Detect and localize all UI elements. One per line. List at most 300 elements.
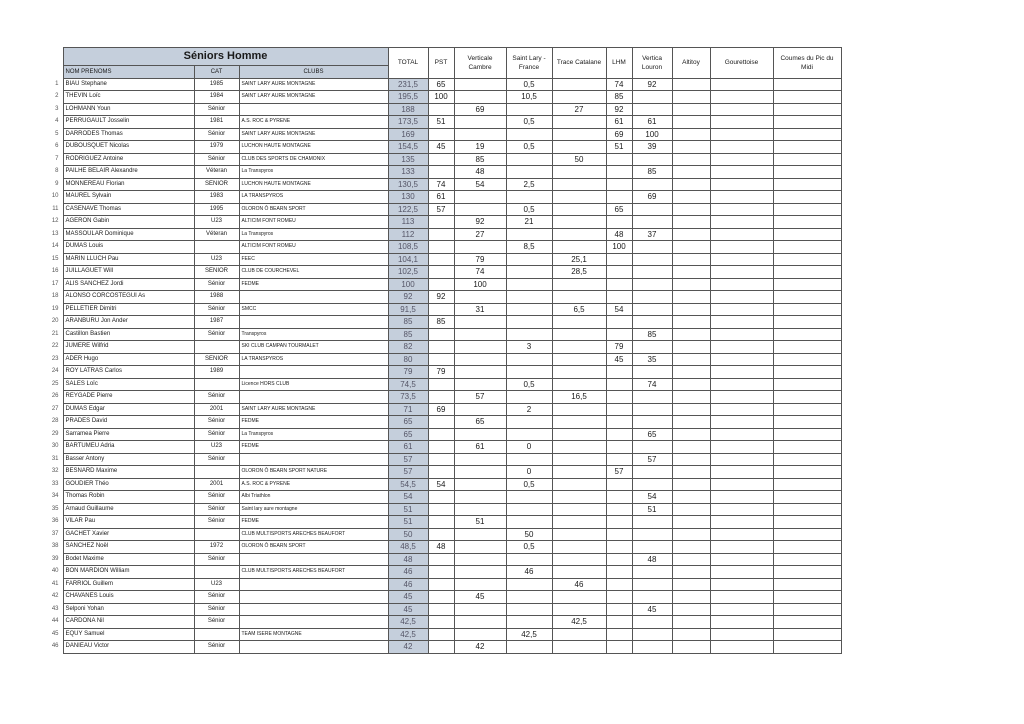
event-points [506, 516, 552, 529]
total-points: 51 [388, 516, 428, 529]
athlete-category: Sénior [194, 641, 239, 654]
row-number: 41 [51, 580, 59, 587]
athlete-club [239, 366, 388, 379]
event-points [632, 478, 672, 491]
event-points [710, 91, 773, 104]
event-points [552, 641, 606, 654]
event-points [710, 141, 773, 154]
event-points [710, 578, 773, 591]
event-points [672, 378, 710, 391]
event-points [773, 428, 841, 441]
event-points [773, 241, 841, 254]
event-points [506, 228, 552, 241]
event-points [428, 228, 454, 241]
event-points [672, 616, 710, 629]
event-points [552, 416, 606, 429]
event-points: 0 [506, 466, 552, 479]
event-points [552, 528, 606, 541]
event-points [773, 328, 841, 341]
athlete-club: SAINT LARY AURE MONTAGNE [239, 78, 388, 91]
event-points: 51 [606, 141, 632, 154]
athlete-category: Sénior [194, 328, 239, 341]
event-points [773, 353, 841, 366]
event-points [428, 528, 454, 541]
row-number: 28 [51, 418, 59, 425]
athlete-name: MARIN LLUCH Pau [63, 253, 194, 266]
event-points [606, 278, 632, 291]
athlete-category [194, 241, 239, 254]
row-number: 42 [51, 593, 59, 600]
event-points [454, 291, 506, 304]
row-number: 13 [51, 230, 59, 237]
event-points [428, 591, 454, 604]
event-points [428, 103, 454, 116]
event-points: 51 [428, 116, 454, 129]
athlete-club: SKI CLUB CAMPAN TOURMALET [239, 341, 388, 354]
table-row [43, 166, 841, 179]
header-event: Coumes du Pic du Midi [773, 48, 841, 79]
event-points [506, 191, 552, 204]
event-points [428, 128, 454, 141]
event-points [710, 353, 773, 366]
event-points: 100 [632, 128, 672, 141]
event-points [773, 628, 841, 641]
table-row [43, 391, 841, 404]
row-number: 46 [51, 643, 59, 650]
ranking-table [43, 47, 842, 654]
event-points [672, 453, 710, 466]
event-points: 0,5 [506, 116, 552, 129]
athlete-category: Sénior [194, 128, 239, 141]
event-points [506, 303, 552, 316]
event-points [672, 603, 710, 616]
event-points: 16,5 [552, 391, 606, 404]
total-points: 108,5 [388, 241, 428, 254]
event-points [428, 266, 454, 279]
event-points [454, 428, 506, 441]
event-points [710, 216, 773, 229]
event-points [773, 616, 841, 629]
total-points: 113 [388, 216, 428, 229]
athlete-club: ALTICIM FONT ROMEU [239, 216, 388, 229]
total-points: 74,5 [388, 378, 428, 391]
event-points: 92 [632, 78, 672, 91]
event-points [710, 466, 773, 479]
athlete-name: Thomas Robin [63, 491, 194, 504]
event-points: 65 [632, 428, 672, 441]
event-points [552, 341, 606, 354]
event-points [606, 153, 632, 166]
row-number: 18 [51, 293, 59, 300]
event-points: 54 [606, 303, 632, 316]
event-points [632, 416, 672, 429]
event-points [606, 328, 632, 341]
event-points [454, 128, 506, 141]
event-points [428, 453, 454, 466]
event-points: 69 [454, 103, 506, 116]
event-points [454, 403, 506, 416]
row-number: 5 [55, 130, 59, 137]
event-points [552, 503, 606, 516]
athlete-club: SAINT LARY AURE MONTAGNE [239, 128, 388, 141]
event-points [552, 441, 606, 454]
athlete-category: 1981 [194, 116, 239, 129]
athlete-name: BON MARDION William [63, 566, 194, 579]
total-points: 57 [388, 466, 428, 479]
athlete-club: LUCHON HAUTE MONTAGNE [239, 178, 388, 191]
event-points: 85 [632, 166, 672, 179]
athlete-club [239, 316, 388, 329]
event-points [710, 378, 773, 391]
athlete-category: Véteran [194, 228, 239, 241]
event-points [552, 291, 606, 304]
event-points [710, 616, 773, 629]
event-points: 74 [428, 178, 454, 191]
event-points [606, 628, 632, 641]
event-points [672, 103, 710, 116]
event-points [428, 241, 454, 254]
header-event: Gourettoise [710, 48, 773, 79]
athlete-category: 1989 [194, 366, 239, 379]
event-points: 48 [454, 166, 506, 179]
event-points [552, 603, 606, 616]
event-points [672, 541, 710, 554]
table-row [43, 328, 841, 341]
event-points [773, 153, 841, 166]
event-points: 46 [506, 566, 552, 579]
athlete-club [239, 453, 388, 466]
event-points: 54 [632, 491, 672, 504]
event-points [606, 416, 632, 429]
athlete-category: Sénior [194, 616, 239, 629]
row-number: 21 [51, 330, 59, 337]
event-points [773, 578, 841, 591]
event-points [454, 341, 506, 354]
event-points: 37 [632, 228, 672, 241]
table-row [43, 541, 841, 554]
event-points [672, 166, 710, 179]
athlete-club: A.S. ROC & PYRENE [239, 116, 388, 129]
event-points [632, 641, 672, 654]
event-points [506, 316, 552, 329]
athlete-club: OLORON Ô BEARN SPORT NATURE [239, 466, 388, 479]
total-points: 122,5 [388, 203, 428, 216]
athlete-club [239, 391, 388, 404]
event-points [552, 591, 606, 604]
athlete-name: ALIS SANCHEZ Jordi [63, 278, 194, 291]
event-points [773, 278, 841, 291]
row-number: 2 [55, 93, 59, 100]
event-points [552, 378, 606, 391]
event-points [632, 516, 672, 529]
event-points [773, 128, 841, 141]
event-points [606, 516, 632, 529]
total-points: 51 [388, 503, 428, 516]
event-points [506, 591, 552, 604]
event-points [606, 478, 632, 491]
row-number: 33 [51, 480, 59, 487]
athlete-name: PERRUGAULT Josselin [63, 116, 194, 129]
event-points [428, 328, 454, 341]
event-points [552, 403, 606, 416]
athlete-club: SAINT LARY AURE MONTAGNE [239, 403, 388, 416]
event-points [710, 416, 773, 429]
athlete-name: DANIEAU Victor [63, 641, 194, 654]
total-points: 91,5 [388, 303, 428, 316]
event-points [506, 603, 552, 616]
event-points [672, 391, 710, 404]
event-points [710, 78, 773, 91]
athlete-name: CARDONA Nil [63, 616, 194, 629]
event-points [672, 141, 710, 154]
total-points: 57 [388, 453, 428, 466]
table-row [43, 316, 841, 329]
event-points [773, 203, 841, 216]
row-number: 3 [55, 105, 59, 112]
table-row [43, 366, 841, 379]
header-event: Altitoy [672, 48, 710, 79]
athlete-club: FEDME [239, 278, 388, 291]
event-points: 54 [428, 478, 454, 491]
athlete-name: LOHMANN Youn [63, 103, 194, 116]
event-points [552, 553, 606, 566]
row-number: 11 [52, 205, 59, 212]
event-points: 21 [506, 216, 552, 229]
event-points [773, 141, 841, 154]
athlete-name: GACHET Xavier [63, 528, 194, 541]
event-points [454, 366, 506, 379]
event-points [506, 353, 552, 366]
event-points [672, 128, 710, 141]
event-points [773, 191, 841, 204]
event-points [672, 441, 710, 454]
event-points [710, 591, 773, 604]
event-points [606, 166, 632, 179]
event-points [710, 566, 773, 579]
event-points: 35 [632, 353, 672, 366]
row-number: 37 [51, 530, 59, 537]
event-points [632, 466, 672, 479]
row-number: 40 [51, 568, 59, 575]
athlete-name: PAILHE BELAIR Alexandre [63, 166, 194, 179]
total-points: 85 [388, 316, 428, 329]
event-points [773, 503, 841, 516]
total-points: 48,5 [388, 541, 428, 554]
event-points: 65 [454, 416, 506, 429]
event-points [632, 628, 672, 641]
athlete-name: THEVIN Loïc [63, 91, 194, 104]
event-points [773, 403, 841, 416]
event-points [773, 178, 841, 191]
event-points [552, 178, 606, 191]
athlete-name: ADER Hugo [63, 353, 194, 366]
table-row [43, 128, 841, 141]
table-row [43, 253, 841, 266]
table-row [43, 153, 841, 166]
event-points: 42,5 [506, 628, 552, 641]
event-points: 0 [506, 441, 552, 454]
event-points [672, 366, 710, 379]
event-points [506, 103, 552, 116]
event-points: 19 [454, 141, 506, 154]
event-points [454, 491, 506, 504]
event-points [632, 303, 672, 316]
athlete-club: FEDME [239, 441, 388, 454]
event-points [606, 191, 632, 204]
event-points [672, 578, 710, 591]
athlete-club: CLUB DES SPORTS DE CHAMONIX [239, 153, 388, 166]
row-number: 23 [51, 355, 59, 362]
table-row [43, 103, 841, 116]
event-points [672, 228, 710, 241]
athlete-category: Sénior [194, 103, 239, 116]
event-points [710, 228, 773, 241]
table-row [43, 591, 841, 604]
athlete-category [194, 566, 239, 579]
total-points: 73,5 [388, 391, 428, 404]
athlete-category: Véteran [194, 166, 239, 179]
event-points [773, 466, 841, 479]
event-points [672, 291, 710, 304]
athlete-category [194, 528, 239, 541]
table-row [43, 241, 841, 254]
event-points [710, 503, 773, 516]
event-points [606, 616, 632, 629]
table-row [43, 478, 841, 491]
event-points [672, 241, 710, 254]
event-points [428, 253, 454, 266]
table-row [43, 91, 841, 104]
event-points [506, 253, 552, 266]
event-points: 92 [454, 216, 506, 229]
total-points: 112 [388, 228, 428, 241]
event-points [454, 503, 506, 516]
athlete-club: OLORON Ô BEARN SPORT [239, 203, 388, 216]
athlete-club [239, 603, 388, 616]
athlete-category: SENIOR [194, 266, 239, 279]
total-points: 169 [388, 128, 428, 141]
athlete-category: 1988 [194, 291, 239, 304]
athlete-category: U23 [194, 578, 239, 591]
event-points [773, 416, 841, 429]
event-points [773, 316, 841, 329]
row-number: 43 [51, 605, 59, 612]
event-points [606, 391, 632, 404]
table-row [43, 378, 841, 391]
total-points: 46 [388, 578, 428, 591]
event-points [428, 553, 454, 566]
event-points [552, 516, 606, 529]
event-points [552, 316, 606, 329]
event-points [428, 166, 454, 179]
athlete-name: Arnaud Guillaume [63, 503, 194, 516]
total-points: 46 [388, 566, 428, 579]
athlete-name: REYGADE Pierre [63, 391, 194, 404]
event-points [710, 153, 773, 166]
event-points [428, 441, 454, 454]
row-number: 34 [51, 493, 59, 500]
event-points [710, 453, 773, 466]
athlete-club: FEDME [239, 516, 388, 529]
row-number: 1 [55, 80, 59, 87]
header-event: Verticale Cambre [454, 48, 506, 79]
event-points: 69 [428, 403, 454, 416]
event-points [710, 316, 773, 329]
event-points [454, 541, 506, 554]
row-number: 9 [55, 180, 59, 187]
event-points [672, 466, 710, 479]
event-points [606, 253, 632, 266]
event-points [454, 566, 506, 579]
athlete-name: SANCHEZ Noël [63, 541, 194, 554]
event-points [428, 391, 454, 404]
athlete-category: U23 [194, 253, 239, 266]
event-points [552, 216, 606, 229]
row-number: 12 [51, 218, 59, 225]
event-points [710, 441, 773, 454]
event-points [710, 116, 773, 129]
athlete-name: EQUY Samuel [63, 628, 194, 641]
athlete-name: Selponi Yohan [63, 603, 194, 616]
athlete-category: 1995 [194, 203, 239, 216]
table-row [43, 553, 841, 566]
event-points [506, 328, 552, 341]
event-points: 42,5 [552, 616, 606, 629]
event-points: 57 [632, 453, 672, 466]
athlete-category [194, 378, 239, 391]
header-club: CLUBS [239, 66, 388, 79]
event-points [710, 191, 773, 204]
row-number: 25 [51, 380, 59, 387]
event-points [552, 478, 606, 491]
table-row [43, 353, 841, 366]
event-points [506, 153, 552, 166]
event-points [710, 528, 773, 541]
event-points: 48 [428, 541, 454, 554]
event-points [506, 366, 552, 379]
row-number: 44 [51, 618, 59, 625]
event-points [773, 528, 841, 541]
event-points [506, 291, 552, 304]
total-points: 188 [388, 103, 428, 116]
athlete-category: 1972 [194, 541, 239, 554]
event-points [632, 441, 672, 454]
event-points [710, 341, 773, 354]
total-points: 42,5 [388, 616, 428, 629]
event-points: 57 [428, 203, 454, 216]
athlete-name: JUILLAGUET Will [63, 266, 194, 279]
table-row [43, 616, 841, 629]
row-number: 4 [55, 118, 59, 125]
event-points [672, 178, 710, 191]
table-row [43, 566, 841, 579]
event-points [632, 616, 672, 629]
event-points [672, 191, 710, 204]
table-row [43, 578, 841, 591]
event-points: 85 [428, 316, 454, 329]
event-points [606, 403, 632, 416]
event-points: 85 [606, 91, 632, 104]
event-points [428, 153, 454, 166]
athlete-category [194, 341, 239, 354]
athlete-name: DUBOUSQUET Nicolas [63, 141, 194, 154]
event-points [710, 278, 773, 291]
event-points [632, 578, 672, 591]
event-points [632, 278, 672, 291]
event-points [606, 378, 632, 391]
row-number: 24 [51, 368, 59, 375]
event-points [606, 541, 632, 554]
